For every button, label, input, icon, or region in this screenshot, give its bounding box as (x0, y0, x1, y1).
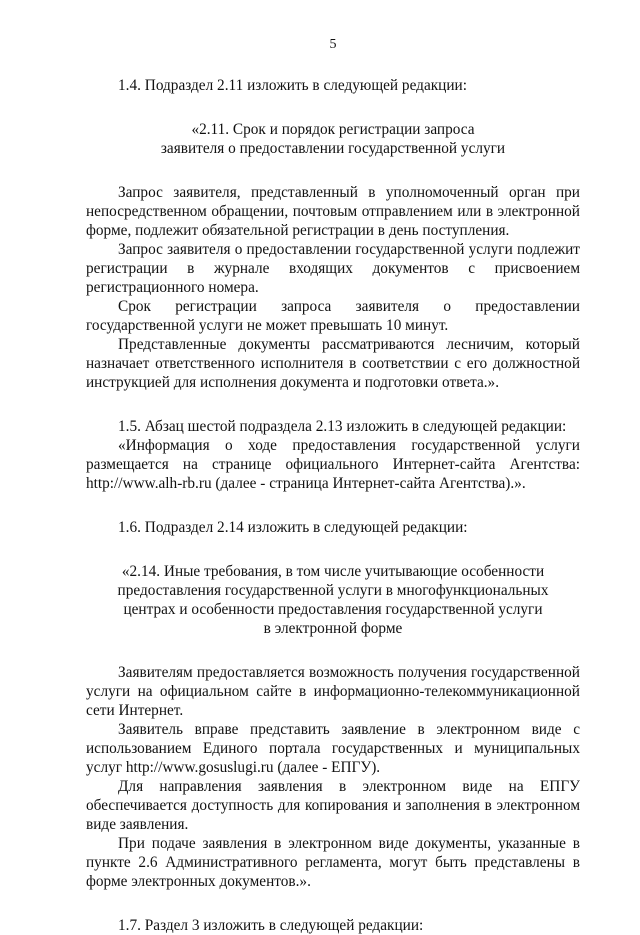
spacer (86, 638, 580, 663)
spacer (86, 891, 580, 916)
document-body (86, 76, 580, 935)
paragraph: Заявителям предоставляется возможность получения государственной услуги на официальном сайте в информационно-телекоммуникационной сети Интернет. (86, 664, 580, 719)
paragraph: 1.4. Подраздел 2.11 изложить в следующей редакции: (118, 77, 467, 94)
paragraph: Для направления заявления в электронном виде на ЕПГУ обеспечивается доступность для копирования и заполнения в электронном виде заявления. (86, 778, 580, 833)
paragraph: 1.5. Абзац шестой подраздела 2.13 изложить в следующей редакции: (118, 418, 567, 435)
spacer (86, 493, 580, 518)
paragraph: Представленные документы рассматриваются лесничим, который назначает ответственного исполнителя в соответствии с его должностной инструкцией для исполнения документа и подготовки ответа.». (86, 336, 580, 391)
paragraph: Запрос заявителя, представленный в уполномоченный орган при непосредственном обращении, почтовым отправлением или в электронной форме, подлежит обязательной регистрации в день поступления. (86, 184, 580, 239)
spacer (86, 158, 580, 183)
paragraph: «Информация о ходе предоставления государственной услуги размещается на странице официального Интернет-сайта Агентства: http://www.alh-rb.ru (далее - страница Интернет-сайта Агентства).». (86, 437, 580, 492)
paragraph: 1.7. Раздел 3 изложить в следующей редакции: (118, 917, 424, 934)
paragraph: Заявитель вправе представить заявление в электронном виде с использованием Единого портала государственных и муниципальных услуг http://www.gosuslugi.ru (далее - ЕПГУ). (86, 721, 580, 776)
paragraph: Запрос заявителя о предоставлении государственной услуги подлежит регистрации в журнале входящих документов с присвоением регистрационного номера. (86, 241, 580, 296)
section-heading: «2.14. Иные требования, в том числе учитывающие особенности предоставления государственной услуги в многофункциональных центрах и особенности предоставления государственной услуги в электронной форме (117, 563, 549, 637)
page-number: 5 (329, 37, 337, 52)
document-page (86, 36, 580, 935)
section-heading: «2.11. Срок и порядок регистрации запроса заявителя о предоставлении государственной услуги (160, 121, 506, 157)
spacer (86, 95, 580, 120)
spacer (86, 392, 580, 417)
spacer (86, 537, 580, 562)
paragraph: Срок регистрации запроса заявителя о предоставлении государственной услуги не может превышать 10 минут. (86, 298, 580, 334)
paragraph: 1.6. Подраздел 2.14 изложить в следующей редакции: (118, 519, 468, 536)
paragraph: При подаче заявления в электронном виде документы, указанные в пункте 2.6 Административного регламента, могут быть представлены в форме электронных документов.». (86, 835, 580, 890)
